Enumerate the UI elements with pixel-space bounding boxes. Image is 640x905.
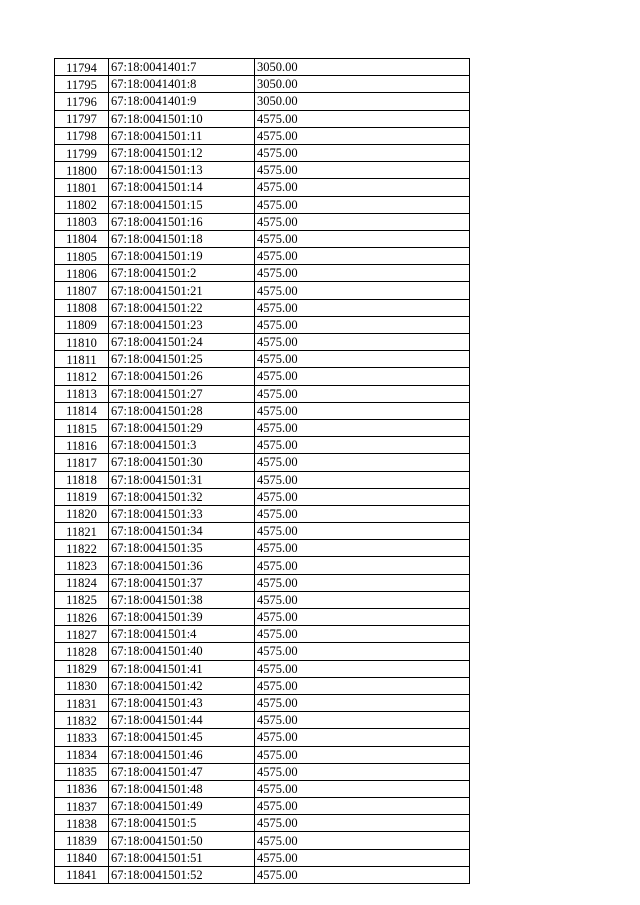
value-cell: 4575.00 xyxy=(255,230,470,247)
row-number-cell: 11794 xyxy=(55,59,109,76)
table-row xyxy=(55,59,470,76)
row-number-cell: 11818 xyxy=(55,471,109,488)
value-cell: 4575.00 xyxy=(255,144,470,161)
table-row xyxy=(55,626,470,643)
value-cell: 3050.00 xyxy=(255,59,470,76)
row-number-cell: 11831 xyxy=(55,694,109,711)
cadastral-table-body xyxy=(55,59,470,884)
cadastral-number-cell: 67:18:0041501:52 xyxy=(109,866,255,883)
row-number-cell: 11821 xyxy=(55,523,109,540)
cadastral-number-cell: 67:18:0041501:11 xyxy=(109,127,255,144)
table-row xyxy=(55,299,470,316)
cadastral-number-cell: 67:18:0041501:3 xyxy=(109,437,255,454)
table-row xyxy=(55,849,470,866)
cadastral-number-cell: 67:18:0041501:43 xyxy=(109,694,255,711)
value-cell: 4575.00 xyxy=(255,574,470,591)
row-number-cell: 11838 xyxy=(55,815,109,832)
cadastral-number-cell: 67:18:0041501:18 xyxy=(109,230,255,247)
cadastral-number-cell: 67:18:0041501:48 xyxy=(109,780,255,797)
cadastral-number-cell: 67:18:0041501:23 xyxy=(109,316,255,333)
table-row xyxy=(55,419,470,436)
value-cell: 4575.00 xyxy=(255,798,470,815)
cadastral-number-cell: 67:18:0041501:37 xyxy=(109,574,255,591)
table-row xyxy=(55,213,470,230)
row-number-cell: 11829 xyxy=(55,660,109,677)
row-number-cell: 11800 xyxy=(55,162,109,179)
value-cell: 4575.00 xyxy=(255,694,470,711)
table-row xyxy=(55,557,470,574)
table-row xyxy=(55,694,470,711)
value-cell: 4575.00 xyxy=(255,712,470,729)
table-row xyxy=(55,798,470,815)
table-row xyxy=(55,76,470,93)
table-row xyxy=(55,144,470,161)
table-row xyxy=(55,265,470,282)
table-row xyxy=(55,866,470,883)
row-number-cell: 11833 xyxy=(55,729,109,746)
row-number-cell: 11841 xyxy=(55,866,109,883)
row-number-cell: 11805 xyxy=(55,248,109,265)
row-number-cell: 11809 xyxy=(55,316,109,333)
cadastral-number-cell: 67:18:0041501:29 xyxy=(109,419,255,436)
row-number-cell: 11797 xyxy=(55,110,109,127)
table-row xyxy=(55,110,470,127)
table-row xyxy=(55,316,470,333)
value-cell: 4575.00 xyxy=(255,505,470,522)
table-row xyxy=(55,574,470,591)
value-cell: 4575.00 xyxy=(255,110,470,127)
value-cell: 4575.00 xyxy=(255,419,470,436)
row-number-cell: 11834 xyxy=(55,746,109,763)
value-cell: 4575.00 xyxy=(255,196,470,213)
cadastral-number-cell: 67:18:0041501:12 xyxy=(109,144,255,161)
value-cell: 4575.00 xyxy=(255,471,470,488)
value-cell: 4575.00 xyxy=(255,454,470,471)
value-cell: 4575.00 xyxy=(255,763,470,780)
value-cell: 4575.00 xyxy=(255,127,470,144)
row-number-cell: 11796 xyxy=(55,93,109,110)
row-number-cell: 11808 xyxy=(55,299,109,316)
value-cell: 4575.00 xyxy=(255,557,470,574)
value-cell: 4575.00 xyxy=(255,780,470,797)
row-number-cell: 11795 xyxy=(55,76,109,93)
row-number-cell: 11828 xyxy=(55,643,109,660)
row-number-cell: 11813 xyxy=(55,385,109,402)
cadastral-number-cell: 67:18:0041501:42 xyxy=(109,677,255,694)
cadastral-number-cell: 67:18:0041501:36 xyxy=(109,557,255,574)
value-cell: 4575.00 xyxy=(255,213,470,230)
row-number-cell: 11804 xyxy=(55,230,109,247)
row-number-cell: 11839 xyxy=(55,832,109,849)
table-row xyxy=(55,729,470,746)
row-number-cell: 11832 xyxy=(55,712,109,729)
table-row xyxy=(55,505,470,522)
row-number-cell: 11819 xyxy=(55,488,109,505)
value-cell: 4575.00 xyxy=(255,815,470,832)
table-row xyxy=(55,162,470,179)
cadastral-number-cell: 67:18:0041501:47 xyxy=(109,763,255,780)
cadastral-number-cell: 67:18:0041501:41 xyxy=(109,660,255,677)
table-row xyxy=(55,196,470,213)
table-row xyxy=(55,540,470,557)
value-cell: 4575.00 xyxy=(255,746,470,763)
table-row xyxy=(55,471,470,488)
row-number-cell: 11810 xyxy=(55,334,109,351)
cadastral-number-cell: 67:18:0041501:30 xyxy=(109,454,255,471)
value-cell: 4575.00 xyxy=(255,591,470,608)
row-number-cell: 11817 xyxy=(55,454,109,471)
row-number-cell: 11822 xyxy=(55,540,109,557)
table-row xyxy=(55,179,470,196)
table-row xyxy=(55,385,470,402)
row-number-cell: 11836 xyxy=(55,780,109,797)
table-row xyxy=(55,368,470,385)
table-row xyxy=(55,643,470,660)
cadastral-number-cell: 67:18:0041501:31 xyxy=(109,471,255,488)
cadastral-number-cell: 67:18:0041501:21 xyxy=(109,282,255,299)
table-row xyxy=(55,523,470,540)
value-cell: 4575.00 xyxy=(255,523,470,540)
row-number-cell: 11803 xyxy=(55,213,109,230)
cadastral-number-cell: 67:18:0041501:2 xyxy=(109,265,255,282)
row-number-cell: 11837 xyxy=(55,798,109,815)
cadastral-number-cell: 67:18:0041501:14 xyxy=(109,179,255,196)
value-cell: 4575.00 xyxy=(255,162,470,179)
row-number-cell: 11815 xyxy=(55,419,109,436)
row-number-cell: 11799 xyxy=(55,144,109,161)
row-number-cell: 11801 xyxy=(55,179,109,196)
value-cell: 4575.00 xyxy=(255,626,470,643)
row-number-cell: 11840 xyxy=(55,849,109,866)
value-cell: 4575.00 xyxy=(255,368,470,385)
cadastral-number-cell: 67:18:0041501:28 xyxy=(109,402,255,419)
row-number-cell: 11816 xyxy=(55,437,109,454)
value-cell: 4575.00 xyxy=(255,334,470,351)
row-number-cell: 11814 xyxy=(55,402,109,419)
cadastral-number-cell: 67:18:0041501:44 xyxy=(109,712,255,729)
value-cell: 4575.00 xyxy=(255,677,470,694)
cadastral-number-cell: 67:18:0041501:49 xyxy=(109,798,255,815)
cadastral-number-cell: 67:18:0041501:10 xyxy=(109,110,255,127)
row-number-cell: 11807 xyxy=(55,282,109,299)
cadastral-number-cell: 67:18:0041501:40 xyxy=(109,643,255,660)
cadastral-number-cell: 67:18:0041501:35 xyxy=(109,540,255,557)
value-cell: 4575.00 xyxy=(255,729,470,746)
row-number-cell: 11806 xyxy=(55,265,109,282)
cadastral-number-cell: 67:18:0041501:15 xyxy=(109,196,255,213)
row-number-cell: 11798 xyxy=(55,127,109,144)
cadastral-number-cell: 67:18:0041501:33 xyxy=(109,505,255,522)
cadastral-number-cell: 67:18:0041501:50 xyxy=(109,832,255,849)
table-row xyxy=(55,402,470,419)
row-number-cell: 11823 xyxy=(55,557,109,574)
value-cell: 4575.00 xyxy=(255,248,470,265)
table-row xyxy=(55,351,470,368)
row-number-cell: 11811 xyxy=(55,351,109,368)
table-row xyxy=(55,454,470,471)
cadastral-number-cell: 67:18:0041501:32 xyxy=(109,488,255,505)
table-row xyxy=(55,248,470,265)
table-row xyxy=(55,282,470,299)
cadastral-number-cell: 67:18:0041501:22 xyxy=(109,299,255,316)
row-number-cell: 11802 xyxy=(55,196,109,213)
value-cell: 4575.00 xyxy=(255,299,470,316)
value-cell: 4575.00 xyxy=(255,437,470,454)
value-cell: 4575.00 xyxy=(255,385,470,402)
value-cell: 4575.00 xyxy=(255,488,470,505)
row-number-cell: 11835 xyxy=(55,763,109,780)
value-cell: 4575.00 xyxy=(255,316,470,333)
value-cell: 4575.00 xyxy=(255,866,470,883)
value-cell: 4575.00 xyxy=(255,540,470,557)
value-cell: 4575.00 xyxy=(255,849,470,866)
cadastral-number-cell: 67:18:0041401:8 xyxy=(109,76,255,93)
table-row xyxy=(55,832,470,849)
cadastral-table xyxy=(54,58,470,884)
value-cell: 4575.00 xyxy=(255,351,470,368)
cadastral-number-cell: 67:18:0041501:34 xyxy=(109,523,255,540)
cadastral-number-cell: 67:18:0041501:38 xyxy=(109,591,255,608)
value-cell: 4575.00 xyxy=(255,402,470,419)
cadastral-number-cell: 67:18:0041401:7 xyxy=(109,59,255,76)
table-row xyxy=(55,591,470,608)
value-cell: 4575.00 xyxy=(255,660,470,677)
row-number-cell: 11812 xyxy=(55,368,109,385)
table-row xyxy=(55,677,470,694)
cadastral-number-cell: 67:18:0041501:24 xyxy=(109,334,255,351)
row-number-cell: 11827 xyxy=(55,626,109,643)
table-row xyxy=(55,127,470,144)
cadastral-number-cell: 67:18:0041501:26 xyxy=(109,368,255,385)
value-cell: 3050.00 xyxy=(255,76,470,93)
cadastral-number-cell: 67:18:0041501:45 xyxy=(109,729,255,746)
value-cell: 4575.00 xyxy=(255,643,470,660)
table-row xyxy=(55,609,470,626)
row-number-cell: 11826 xyxy=(55,609,109,626)
table-row xyxy=(55,334,470,351)
cadastral-number-cell: 67:18:0041501:39 xyxy=(109,609,255,626)
row-number-cell: 11825 xyxy=(55,591,109,608)
row-number-cell: 11820 xyxy=(55,505,109,522)
table-row xyxy=(55,815,470,832)
cadastral-number-cell: 67:18:0041501:46 xyxy=(109,746,255,763)
table-row xyxy=(55,488,470,505)
table-row xyxy=(55,763,470,780)
value-cell: 4575.00 xyxy=(255,832,470,849)
cadastral-number-cell: 67:18:0041501:51 xyxy=(109,849,255,866)
table-row xyxy=(55,437,470,454)
cadastral-number-cell: 67:18:0041501:5 xyxy=(109,815,255,832)
cadastral-number-cell: 67:18:0041501:27 xyxy=(109,385,255,402)
table-row xyxy=(55,780,470,797)
cadastral-number-cell: 67:18:0041501:25 xyxy=(109,351,255,368)
value-cell: 3050.00 xyxy=(255,93,470,110)
row-number-cell: 11830 xyxy=(55,677,109,694)
value-cell: 4575.00 xyxy=(255,179,470,196)
table-row xyxy=(55,712,470,729)
cadastral-number-cell: 67:18:0041501:19 xyxy=(109,248,255,265)
row-number-cell: 11824 xyxy=(55,574,109,591)
table-row xyxy=(55,660,470,677)
value-cell: 4575.00 xyxy=(255,609,470,626)
table-row xyxy=(55,93,470,110)
value-cell: 4575.00 xyxy=(255,265,470,282)
cadastral-number-cell: 67:18:0041401:9 xyxy=(109,93,255,110)
cadastral-number-cell: 67:18:0041501:4 xyxy=(109,626,255,643)
cadastral-number-cell: 67:18:0041501:13 xyxy=(109,162,255,179)
value-cell: 4575.00 xyxy=(255,282,470,299)
table-row xyxy=(55,746,470,763)
cadastral-number-cell: 67:18:0041501:16 xyxy=(109,213,255,230)
table-row xyxy=(55,230,470,247)
